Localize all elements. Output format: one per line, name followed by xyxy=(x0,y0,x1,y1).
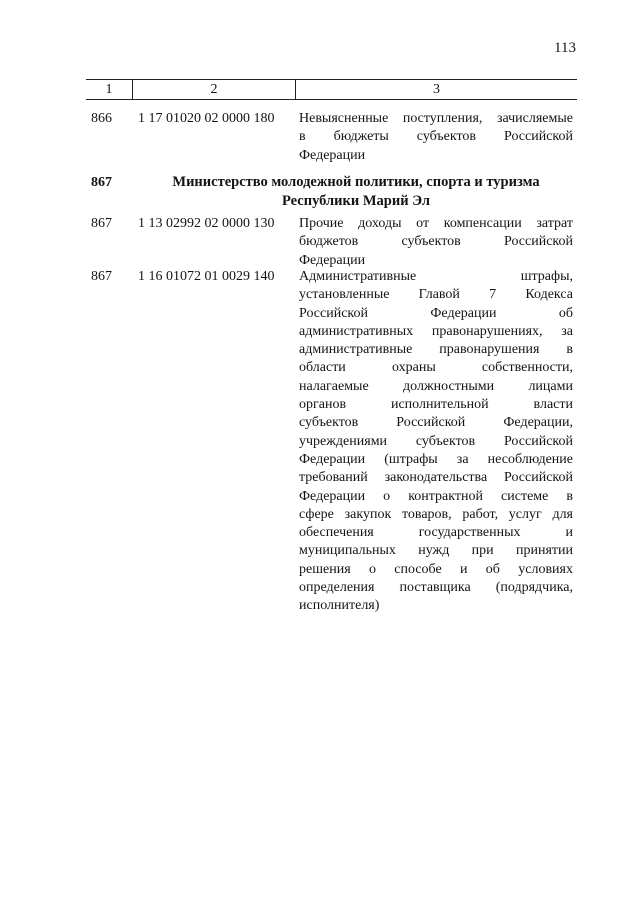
description-line: налагаемые должностными лицами xyxy=(299,378,573,394)
ministry-title-line: Республики Марий Эл xyxy=(282,193,430,209)
description-line: Административные штрафы, xyxy=(299,269,573,284)
header-col-3: 3 xyxy=(433,82,440,97)
admin-code: 866 xyxy=(91,111,112,126)
description-line: Российской Федерации об xyxy=(299,305,573,321)
revenue-code: 1 13 02992 02 0000 130 xyxy=(138,216,275,231)
description-line: в бюджеты субъектов Российской xyxy=(299,129,573,145)
description-line: административные правонарушения в xyxy=(299,342,573,358)
description-line: Федерации о контрактной системе в xyxy=(299,488,573,504)
description-line: субъектов Российской Федерации, xyxy=(299,415,573,431)
description-line: Невыясненные поступления, зачисляемые xyxy=(299,111,573,126)
description-line: исполнителя) xyxy=(299,598,380,614)
description-line: установленные Главой 7 Кодекса xyxy=(299,287,573,303)
description-line: сфере закупок товаров, работ, услуг для xyxy=(299,506,573,522)
description-line: муниципальных нужд при принятии xyxy=(299,543,573,559)
description-line: области охраны собственности, xyxy=(299,360,573,376)
revenue-description xyxy=(299,110,573,165)
admin-code: 867 xyxy=(91,175,112,190)
description-line: учреждениями субъектов Российской xyxy=(299,433,573,449)
header-col-2: 2 xyxy=(210,82,218,97)
description-line: административных правонарушениях, за xyxy=(299,323,573,339)
page-number: 113 xyxy=(554,40,576,56)
description-line: Прочие доходы от компенсации затрат xyxy=(299,216,573,231)
description-line: требований законодательства Российской xyxy=(299,470,573,486)
description-line: определения поставщика (подрядчика, xyxy=(299,580,573,596)
ministry-title xyxy=(138,173,574,211)
header-col-1: 1 xyxy=(105,82,113,97)
description-line: Федерации xyxy=(299,252,366,268)
revenue-code: 1 16 01072 01 0029 140 xyxy=(138,269,275,284)
ministry-title-line: Министерство молодежной политики, спорта и туризма xyxy=(172,174,540,190)
description-line: обеспечения государственных и xyxy=(299,525,573,541)
admin-code: 867 xyxy=(91,216,112,231)
revenue-code: 1 17 01020 02 0000 180 xyxy=(138,111,275,126)
revenue-description xyxy=(299,215,573,270)
description-line: Федерации (штрафы за несоблюдение xyxy=(299,451,573,467)
revenue-description xyxy=(299,268,573,616)
admin-code: 867 xyxy=(91,269,112,284)
table-header xyxy=(86,79,577,100)
description-line: Федерации xyxy=(299,147,366,163)
description-line: органов исполнительной власти xyxy=(299,397,573,413)
description-line: решения о способе и об условиях xyxy=(299,561,573,577)
description-line: бюджетов субъектов Российской xyxy=(299,234,573,250)
